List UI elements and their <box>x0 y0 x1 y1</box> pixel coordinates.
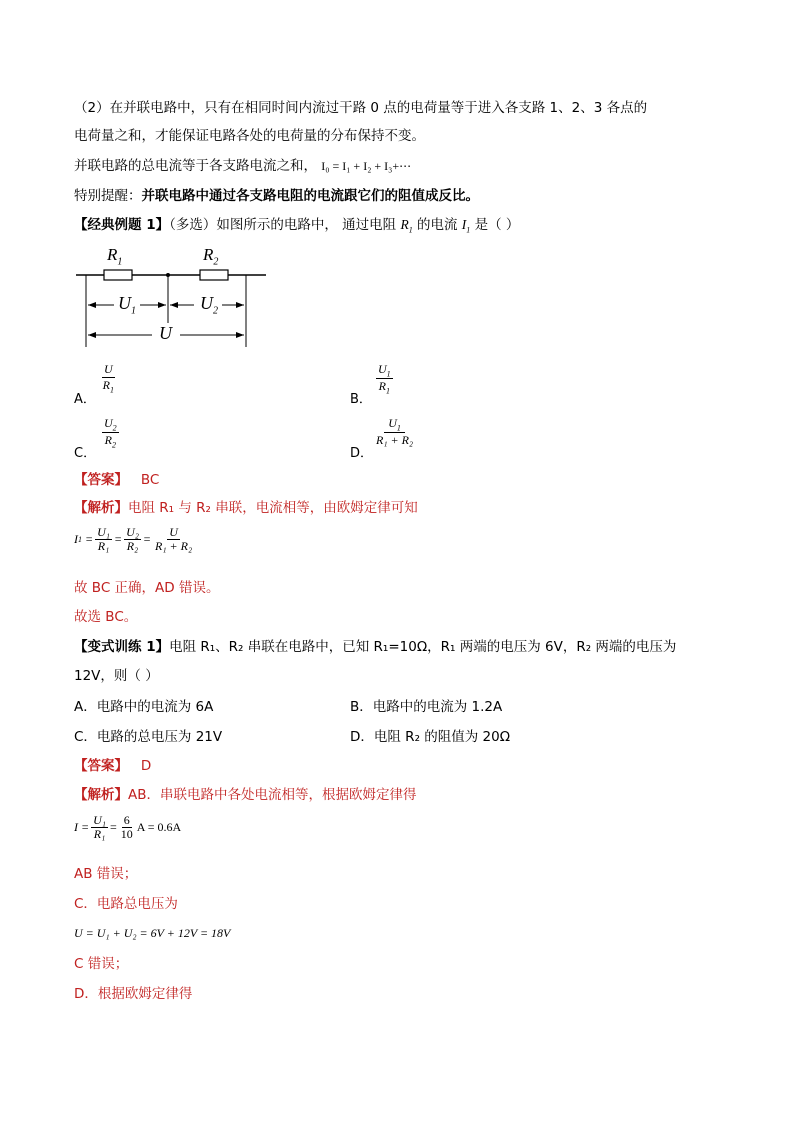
practice1-c-text: C．电路总电压为 <box>74 896 178 912</box>
example1-answer-tag: 【答案】 <box>74 472 128 488</box>
practice1-text: 电阻 R₁、R₂ 串联在电路中，已知 R₁=10Ω，R₁ 两端的电压为 6V，R₂ 两端的电压为 <box>169 639 677 655</box>
circuit-label-r2: $R_2$ <box>203 245 219 268</box>
example1-text-c: 是（ ） <box>470 217 520 233</box>
practice1-ab-wrong: AB 错误； <box>74 866 138 882</box>
example1-analysis-tag: 【解析】 <box>74 500 128 516</box>
intro-line-3-text: 并联电路的总电流等于各支路电流之和， <box>74 158 317 174</box>
tip-label: 特别提醒： <box>74 188 142 204</box>
practice1-tag: 【变式训练 1】 <box>74 639 170 655</box>
practice1-answer-value: D <box>140 758 152 774</box>
tip-line <box>74 186 479 206</box>
practice1-c-wrong: C 错误； <box>74 956 129 972</box>
example1-answer-value: BC <box>140 472 160 488</box>
practice1-option-d[interactable]: D．电阻 R₂ 的阻值为 20Ω <box>350 729 511 745</box>
practice1-answer-tag: 【答案】 <box>74 758 128 774</box>
practice1-formula-2: U = U₁ + U₂ = 6V + 12V = 18V <box>74 926 231 940</box>
example1-text-a: （多选）如图所示的电路中， 通过电阻 <box>169 217 401 233</box>
practice1-question <box>74 637 676 657</box>
circuit-diagram <box>74 243 274 355</box>
resistor-r1 <box>104 270 132 280</box>
circuit-label-u1: $U_1$ <box>118 293 136 317</box>
example1-formula: I 1 = $\frac{\text{U₁}}{\text{R₁}}$ = $\frac{\text{U₂}}{\text{R₂}}$ = $\frac{U}{\text{R₁ + R₂}}$ <box>74 525 193 553</box>
example1-r1: R <box>400 217 409 232</box>
example1-conclusion-1: 故 BC 正确，AD 错误。 <box>74 580 220 596</box>
example1-conclusion-2: 故选 BC。 <box>74 609 138 625</box>
practice1-answer <box>74 756 151 776</box>
example1-question <box>74 215 519 241</box>
circuit-label-u: U <box>159 323 172 343</box>
tip-text: 并联电路中通过各支路电阻的电流跟它们的阻值成反比。 <box>141 188 479 204</box>
example1-text-b: 的电流 <box>412 217 462 233</box>
practice1-analysis-text: AB．串联电路中各处电流相等，根据欧姆定律得 <box>128 787 417 803</box>
intro-line-2: 电荷量之和，才能保证电路各处的电荷量的分布保持不变。 <box>74 128 425 144</box>
practice1-question-2: 12V，则（ ） <box>74 668 159 684</box>
resistor-r2 <box>200 270 228 280</box>
circuit-label-u2: $U_2$ <box>200 293 218 317</box>
practice1-option-c[interactable]: C．电路的总电压为 21V <box>74 729 223 745</box>
intro-formula: I₀ = I₁ + I₂ + I₃+⋯ <box>321 159 412 173</box>
example1-analysis-text: 电阻 R₁ 与 R₂ 串联，电流相等，由欧姆定律可知 <box>128 500 418 516</box>
circuit-label-r1: $R_1$ <box>107 245 123 268</box>
example1-tag: 【经典例题 1】 <box>74 217 170 233</box>
circuit-svg <box>74 243 274 355</box>
practice1-formula-1: I = $\frac{\text{U₁}}{\text{R₁}}$ = $\frac{6}{10}$ A = 0.6A <box>74 813 182 841</box>
practice1-d-text: D．根据欧姆定律得 <box>74 986 193 1002</box>
practice1-option-a[interactable]: A．电路中的电流为 6A <box>74 699 214 715</box>
example1-answer <box>74 470 159 490</box>
example1-i1-sub: 1 <box>466 225 471 235</box>
practice1-analysis-tag: 【解析】 <box>74 787 128 803</box>
intro-line-3 <box>74 156 411 176</box>
practice1-analysis <box>74 785 417 805</box>
intro-line-1: （2）在并联电路中，只有在相同时间内流过干路 0 点的电荷量等于进入各支路 1、2、3 各点的 <box>74 100 648 116</box>
example1-i1: I <box>461 217 467 232</box>
example1-analysis <box>74 498 418 518</box>
practice1-option-b[interactable]: B．电路中的电流为 1.2A <box>350 699 503 715</box>
example1-r1-sub: 1 <box>408 225 413 235</box>
